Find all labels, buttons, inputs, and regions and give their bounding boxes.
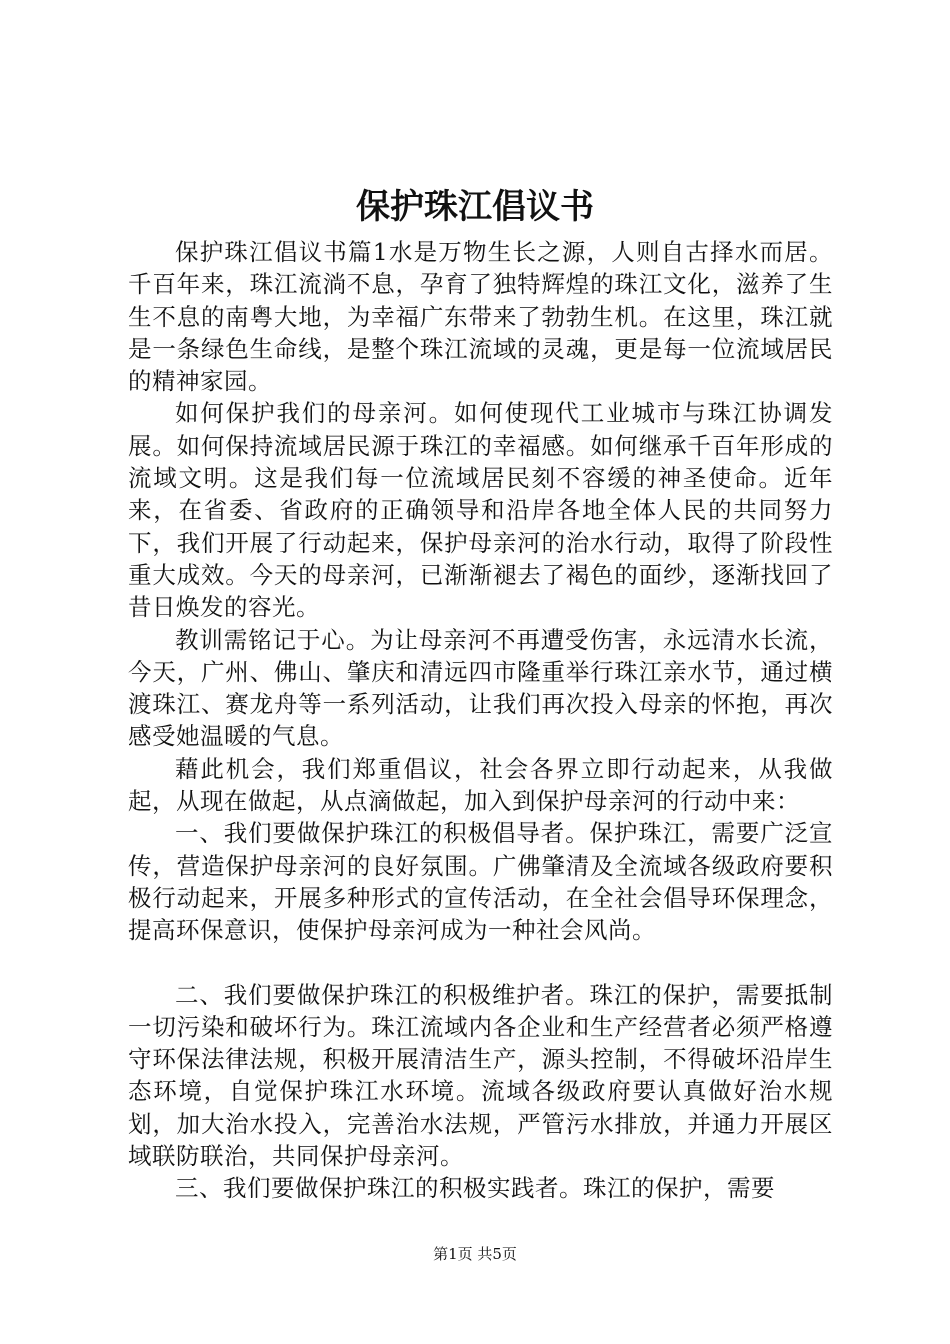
paragraph-how-to-protect: 如何保护我们的母亲河。如何使现代工业城市与珠江协调发展。如何保持流域居民源于珠江的幸福感。如何继承千百年形成的流域文明。这是我们每一位流域居民刻不容缓的神圣使命。近年来，在省委、省政府的正确领导和沿岸各地全体人民的共同努力下，我们开展了行动起来，保护母亲河的治水行动，取得了阶段性重大成效。今天的母亲河，已渐渐褪去了褐色的面纱，逐渐找回了昔日焕发的容光。: [128, 399, 833, 622]
page-number-footer: 第1页 共5页: [433, 1245, 517, 1263]
paragraph-point-three: 三、我们要做保护珠江的积极实践者。珠江的保护，需要: [175, 1174, 775, 1203]
paragraph-lesson: 教训需铭记于心。为让母亲河不再遭受伤害，永远清水长流，今天，广州、佛山、肇庆和清远四市隆重举行珠江亲水节，通过横渡珠江、赛龙舟等一系列活动，让我们再次投入母亲的怀抱，再次感受她温暖的气息。: [128, 625, 833, 751]
document-title: 保护珠江倡议书: [356, 187, 594, 227]
document-body: [128, 236, 833, 1205]
paragraph-intro: 保护珠江倡议书篇1水是万物生长之源，人则自古择水而居。千百年来，珠江流淌不息，孕育了独特辉煌的珠江文化，滋养了生生不息的南粤大地，为幸福广东带来了勃勃生机。在这里，珠江就是一条绿色生命线，是整个珠江流域的灵魂，更是每一位流域居民的精神家园。: [128, 238, 833, 396]
paragraph-point-two: 二、我们要做保护珠江的积极维护者。珠江的保护，需要抵制一切污染和破坏行为。珠江流域内各企业和生产经营者必须严格遵守环保法律法规，积极开展清洁生产，源头控制，不得破坏沿岸生态环境，自觉保护珠江水环境。流域各级政府要认真做好治水规划，加大治水投入，完善治水法规，严管污水排放，并通力开展区域联防联治，共同保护母亲河。: [128, 980, 833, 1171]
paragraph-proposal: 藉此机会，我们郑重倡议，社会各界立即行动起来，从我做起，从现在做起，从点滴做起，加入到保护母亲河的行动中来：: [128, 754, 833, 816]
paragraph-point-one: 一、我们要做保护珠江的积极倡导者。保护珠江，需要广泛宣传，营造保护母亲河的良好氛围。广佛肇清及全流域各级政府要积极行动起来，开展多种形式的宣传活动，在全社会倡导环保理念，提高环保意识，使保护母亲河成为一种社会风尚。: [128, 819, 833, 945]
